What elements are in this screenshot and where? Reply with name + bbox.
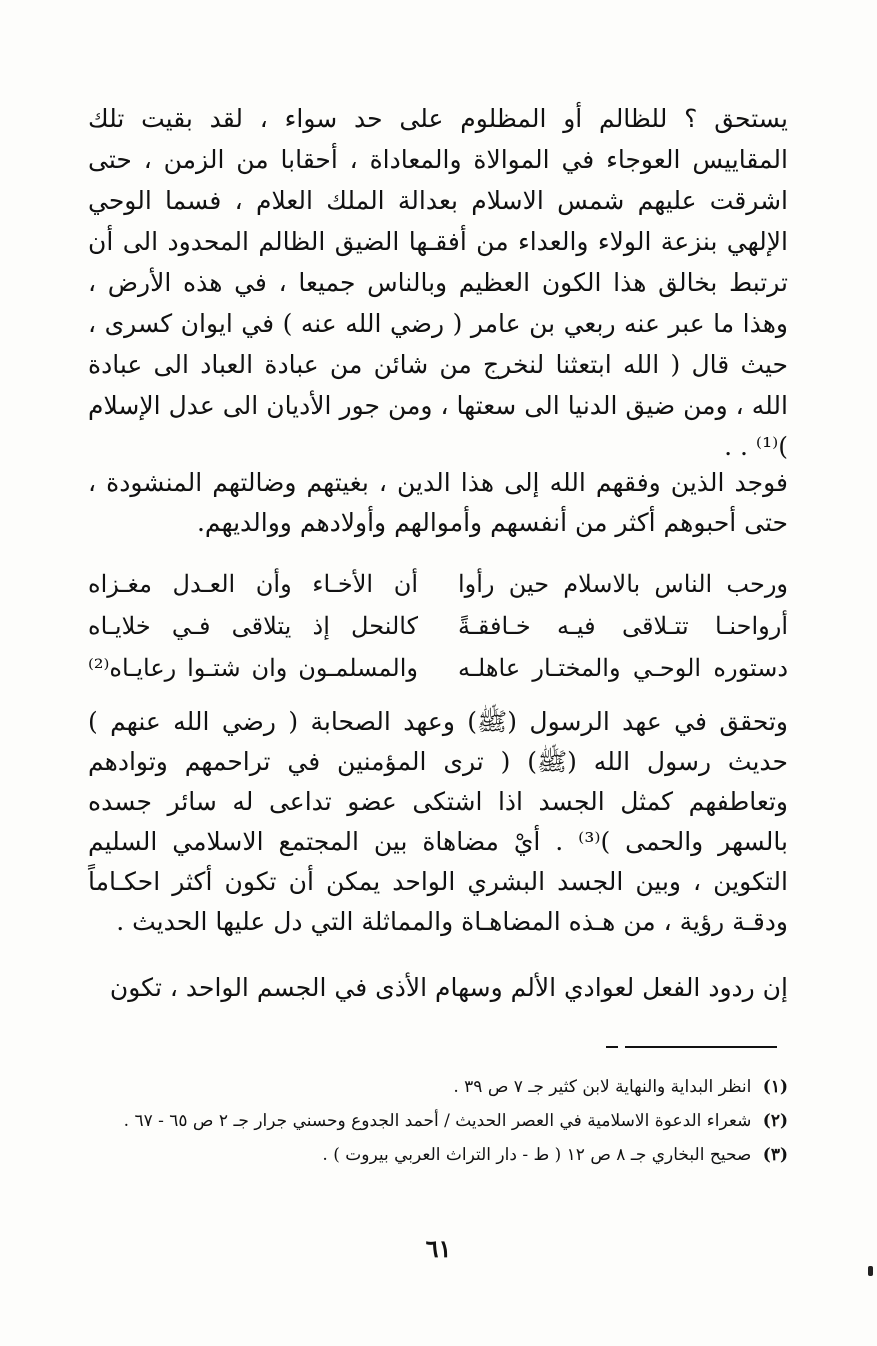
footnote-text: شعراء الدعوة الاسلامية في العصر الحديث / أحمد الجدوع وحسني جرار جـ ٢ ص ٦٥ - ٦٧ . (123, 1111, 752, 1131)
footnote-text: صحيح البخاري جـ ٨ ص ١٢ ( ط - دار التراث العربي بيروت ) . (322, 1145, 752, 1165)
footnote-number: (٢) (762, 1111, 788, 1131)
poem-verse (88, 563, 788, 605)
poem-verse (88, 647, 788, 689)
footnote-text: انظر البداية والنهاية لابن كثير جـ ٧ ص ٣٩ . (453, 1077, 752, 1097)
page-number: ٦١ (425, 1234, 452, 1263)
footnotes (88, 1070, 788, 1172)
poem-hemistich-second: والمسلمـون وان شتـوا رعايـاه⁽²⁾ (88, 654, 418, 682)
footnote-number: (١) (762, 1077, 788, 1097)
poem-verse (88, 605, 788, 647)
paragraph-1: يستحق ؟ للظالم أو المظلوم على حد سواء ، لقد بقيت تلك المقاييس العوجاء في الموالاة والمعاداة ، أحقابا من الزمن ، حتى اشرقت عليهم شمس الاسلام بعدالة الملك العلام ، فسما الوحي الإلهي بنزعة الولاء والعداء من أفقـها الضيق الظالم المحدود الى أن ترتبط بخالق هذا الكون العظيم وبالناس جميعا ، في هذه الأرض ، وهذا ما عبر عنه ربعي بن عامر ( رضي الله عنه ) في ايوان كسرى ، حيث قال ( الله ابتعثنا لنخرج من شائن من عبادة العباد الى عبادة الله ، ومن ضيق الدنيا الى سعتها ، ومن جور الأديان الى عدل الإسلام )⁽¹⁾ . . (88, 104, 788, 461)
poem (88, 563, 788, 689)
footnote-divider-stub (606, 1046, 618, 1048)
paragraph-2: فوجد الذين وفقهم الله إلى هذا الدين ، بغيتهم وضالتهم المنشودة ، حتى أحبوهم أكثر من أنفسهم وأموالهم وأولادهم ووالديهم. (88, 468, 788, 537)
footnote-3 (88, 1138, 788, 1172)
footnote-2 (88, 1104, 788, 1138)
footnote-divider (625, 1046, 777, 1048)
poem-hemistich-second: كالنحل إذ يتلاقى فـي خلايـاه (88, 612, 418, 640)
margin-ink-mark (868, 1266, 873, 1276)
footnote-number: (٣) (762, 1145, 788, 1165)
paragraph-4: إن ردود الفعل لعوادي الألم وسهام الأذى في الجسم الواحد ، تكون (109, 973, 788, 1002)
poem-hemistich-first: دستوره الوحـي والمختـار عاهلـه (458, 654, 788, 682)
poem-hemistich-first: ورحب الناس بالاسلام حين رأوا (458, 570, 788, 598)
footnote-1 (88, 1070, 788, 1104)
poem-hemistich-second: أن الأخـاء وأن العـدل مغـزاه (88, 570, 418, 598)
paragraph-3: وتحقق في عهد الرسول (ﷺ) وعهد الصحابة ( رضي الله عنهم ) حديث رسول الله (ﷺ) ( ترى المؤمنين في تراحمهم وتوادهم وتعاطفهم كمثل الجسد اذا اشتكى عضو تداعى له سائر جسده بالسهر والحمى )⁽³⁾ . أيْ مضاهاة بين المجتمع الاسلامي السليم التكوين ، وبين الجسد البشري الواحد يمكن أن تكون أكثر احكـاماً ودقـة رؤية ، من هـذه المضاهـاة والمماثلة التي دل عليها الحديث . (88, 707, 788, 936)
poem-hemistich-first: أرواحنـا تتـلاقى فيـه خـافقـةً (458, 612, 788, 640)
